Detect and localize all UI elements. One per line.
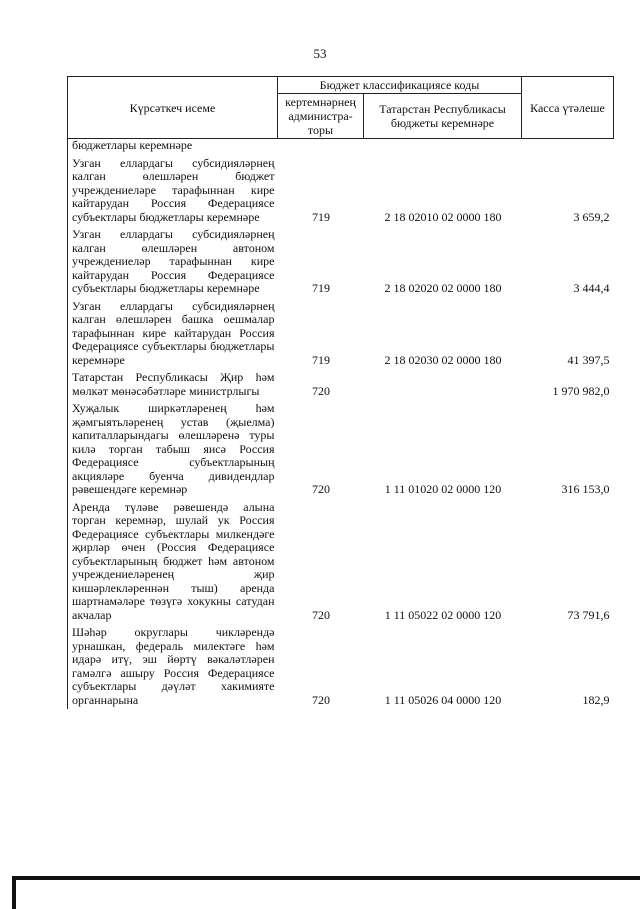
row-budget-code: 1 11 01020 02 0000 120: [384, 482, 502, 496]
scan-frame-edge: [12, 876, 640, 909]
table-row: [68, 624, 614, 709]
row-name: Узган еллардагы субсидияләрнең калган өлешләрен бюджет учреждениеләре тарафыннан кире кайтарудан Россия Федерациясе субъектлары бюджетлары керемнәре: [68, 155, 278, 227]
header-revenue: Татарстан Республикасы бюджеты керемнәре: [364, 94, 522, 139]
table-row: [68, 499, 614, 625]
row-admin-code: 719: [312, 352, 330, 367]
table-row: [68, 298, 614, 370]
table-row: [68, 226, 614, 298]
budget-table: [67, 76, 614, 709]
row-amount: 3 444,4: [573, 281, 610, 295]
row-budget-code: 1 11 05026 04 0000 120: [384, 692, 502, 707]
row-amount: 41 397,5: [567, 352, 610, 367]
continuation-row: [68, 139, 614, 155]
row-name: Аренда түләве рәвешендә алына торган керемнәр, шулай ук Россия Федерациясе субъектлары милкендәге җирләр өчен (Россия Федерациясе субъектларының бюджет һәм автоном учреждениеләренең җир кишәрлекләреннән тыш) аренда шартнамәләре төзүгә хокукны сатудан акчалар: [68, 499, 278, 625]
row-name: Шәһәр округлары чикләрендә урнашкан, федераль милектәге һәм идарә итү, эш йөртү вәкаләтләрен гамәлгә ашыру Россия Федерациясе субъектлары дәүләт хакимияте органнарына: [68, 624, 278, 709]
row-budget-code: 2 18 02010 02 0000 180: [384, 209, 502, 224]
row-budget-code: 2 18 02020 02 0000 180: [384, 281, 502, 295]
page-number: 53: [313, 46, 327, 61]
row-budget-code: 1 11 05022 02 0000 120: [384, 607, 502, 622]
header-administrator: кертемнәрнең администра-торы: [278, 94, 364, 139]
row-name: бюджетлары керемнәре: [68, 139, 278, 155]
row-name: Татарстан Республикасы Җир һәм мөлкәт мөнәсәбәтләре министрлыгы: [68, 369, 278, 400]
table-row: [68, 155, 614, 227]
row-admin-code: 720: [312, 692, 330, 707]
row-admin-code: 720: [312, 383, 330, 398]
row-admin-code: 719: [312, 209, 330, 224]
table-row: [68, 369, 614, 400]
row-admin-code: 719: [312, 281, 330, 295]
header-budget-code: Бюджет классификациясе коды: [278, 77, 522, 94]
row-admin-code: 720: [312, 482, 330, 496]
row-amount: 3 659,2: [573, 209, 610, 224]
row-amount: 73 791,6: [567, 607, 610, 622]
row-name: Узган еллардагы субсидияләрнең калган өлешләрен башка оешмалар тарафыннан кире кайтарудан Россия Федерациясе субъектлары бюджетлары керемнәре: [68, 298, 278, 370]
row-name: Узган еллардагы субсидияләрнең калган өлешләрен автоном учреждениеләр тарафыннан кире кайтарудан Россия Федерациясе субъектлары бюджетлары керемнәре: [68, 226, 278, 298]
header-cash-execution: Касса үтәлеше: [522, 77, 614, 139]
row-amount: 1 970 982,0: [552, 383, 610, 398]
row-budget-code: 2 18 02030 02 0000 180: [384, 352, 502, 367]
row-budget-code: [364, 369, 522, 400]
row-amount: 182,9: [582, 692, 610, 707]
header-indicator-name: Күрсәткеч исеме: [68, 77, 278, 139]
row-admin-code: 720: [312, 607, 330, 622]
table-row: [68, 400, 614, 499]
row-amount: 316 153,0: [561, 482, 610, 496]
row-name: Хуҗалык ширкәтләренең һәм җәмгыятьләренең устав (җыелма) капиталларындагы өлешләренә туры килә торган табыш яисә Россия Федерациясе субъектларының акцияләре буенча дивидендлар рәвешендәге керемнәр: [68, 400, 278, 499]
